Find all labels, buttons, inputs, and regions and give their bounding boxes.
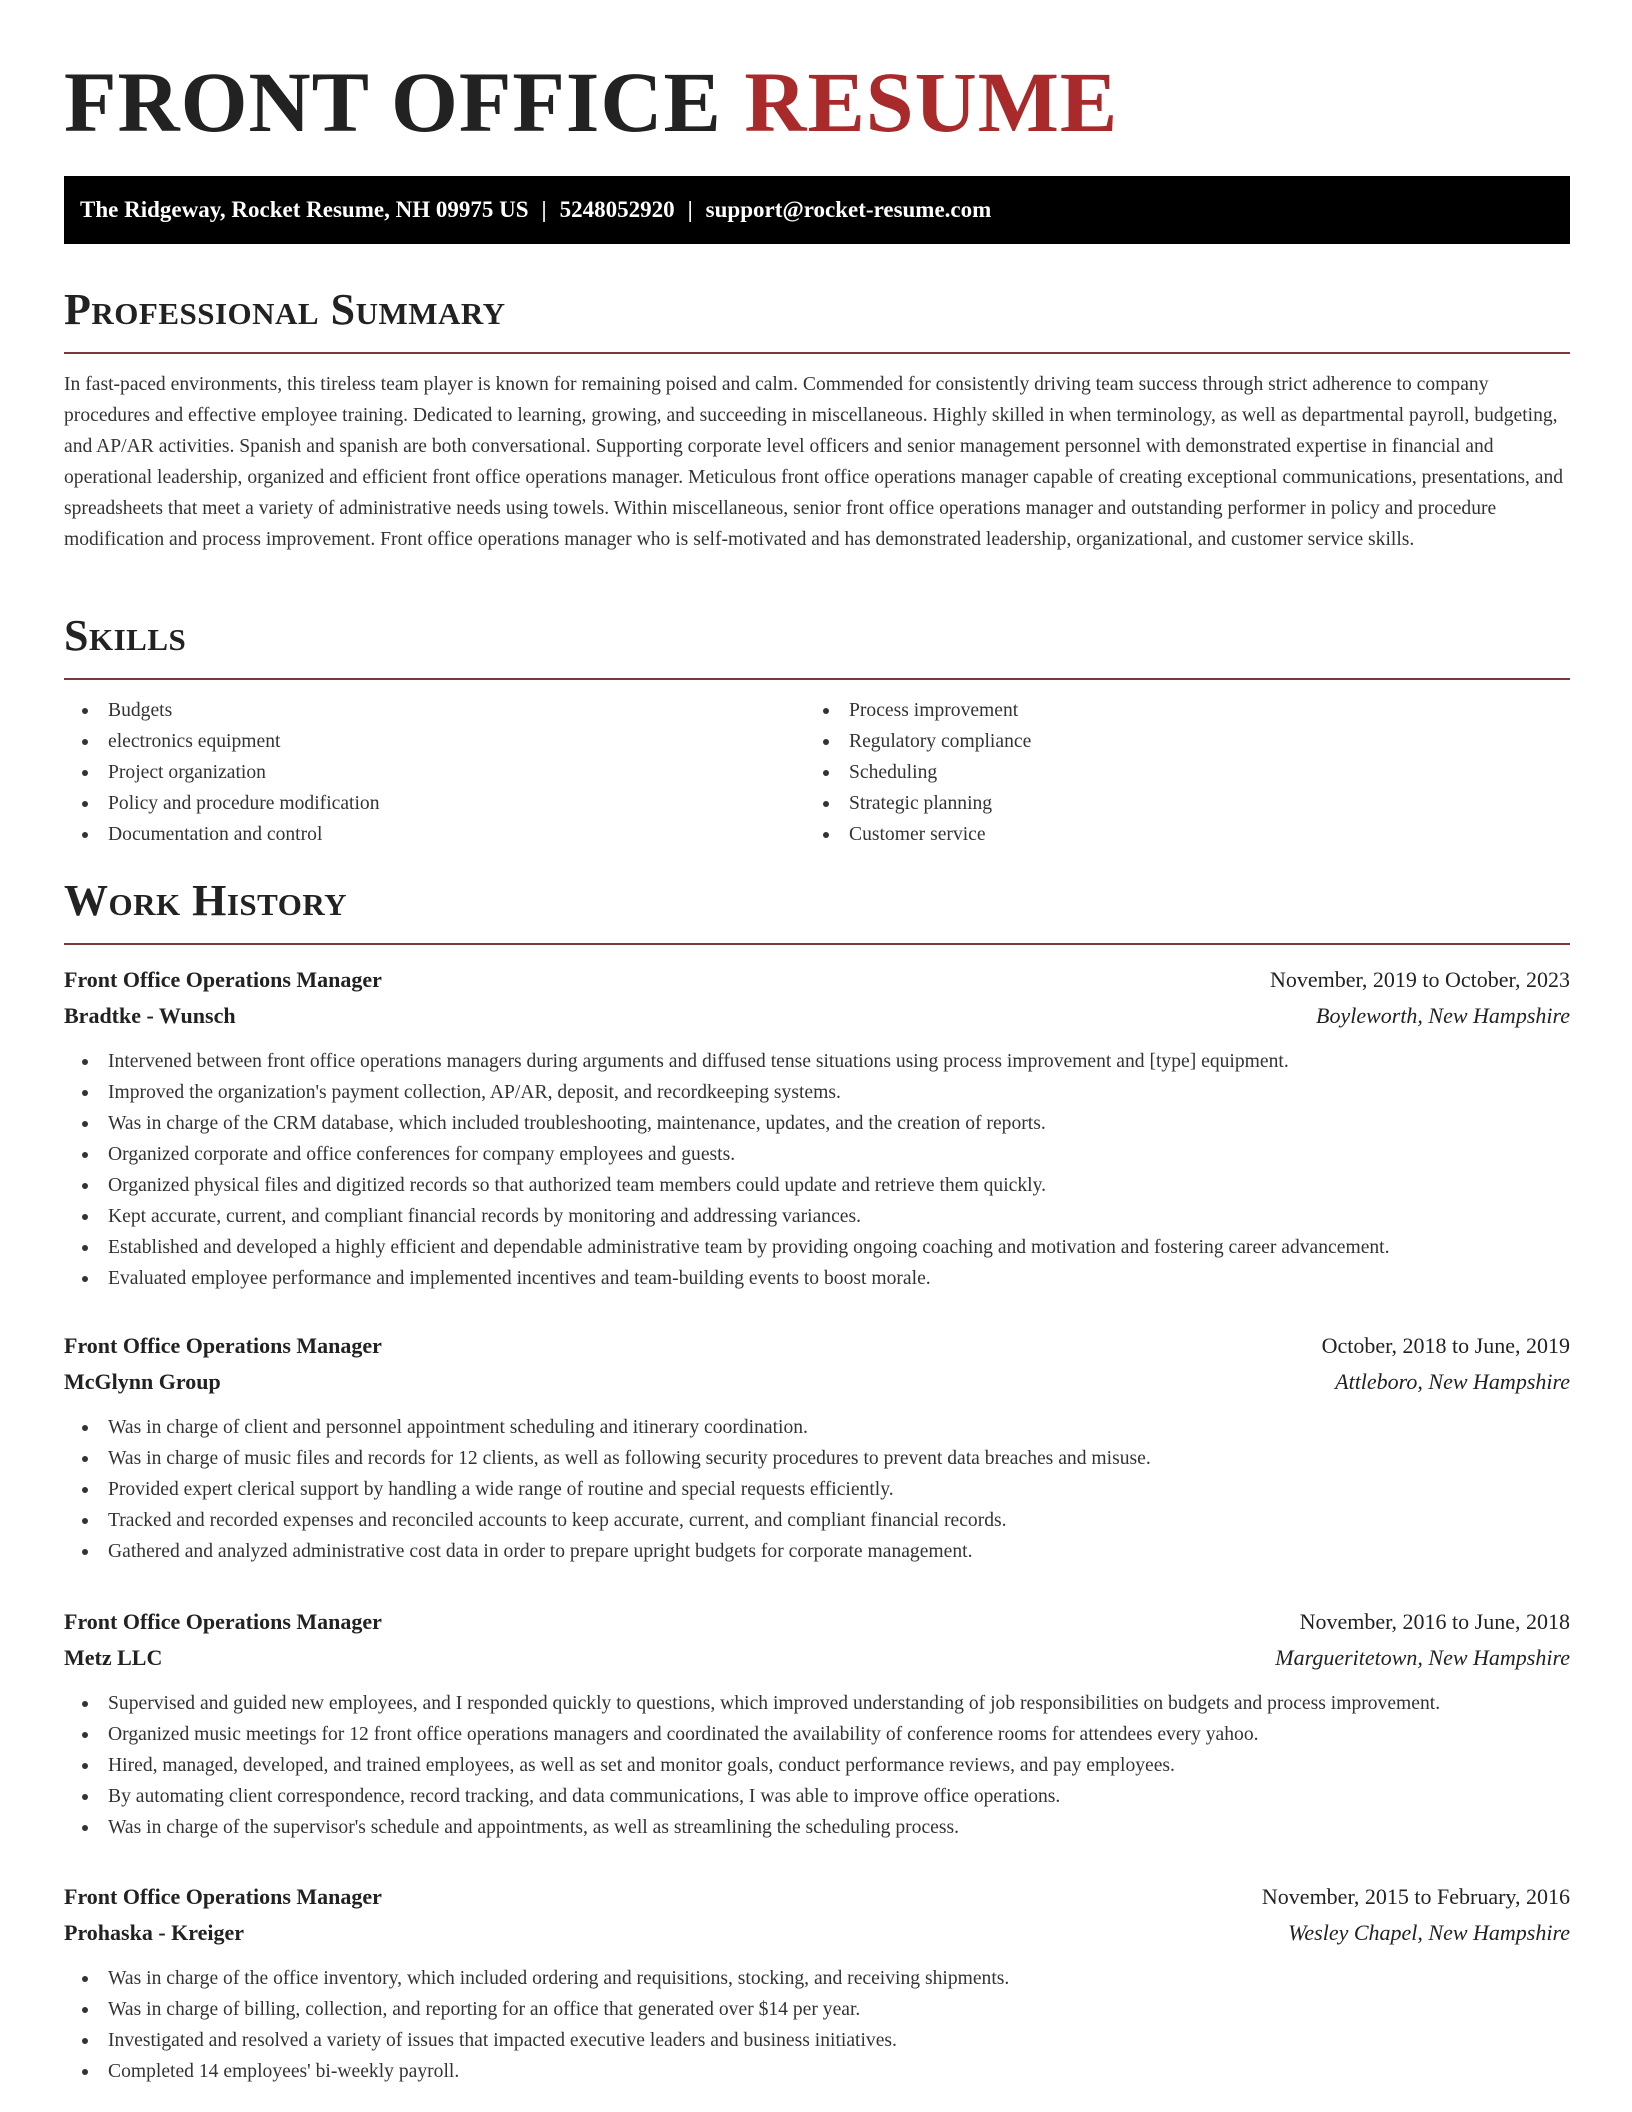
- job-entry: [64, 1879, 1570, 2087]
- job-title-row: [64, 1879, 1570, 1915]
- title-main: FRONT OFFICE: [64, 54, 722, 150]
- job-bullet: Was in charge of client and personnel appointment scheduling and itinerary coordination.: [64, 1412, 1570, 1443]
- job-bullet: By automating client correspondence, record tracking, and data communications, I was able to improve office operations.: [64, 1781, 1570, 1812]
- job-entry: [64, 962, 1570, 1294]
- job-location: Wesley Chapel, New Hampshire: [1288, 1920, 1570, 1945]
- job-entry: [64, 1328, 1570, 1567]
- skill-item: Process improvement: [805, 695, 1545, 726]
- work-section-header: [64, 876, 1570, 945]
- contact-bar: [64, 176, 1570, 244]
- job-bullet: Organized music meetings for 12 front office operations managers and coordinated the availability of conference rooms for attendees every yahoo.: [64, 1719, 1570, 1750]
- job-bullets: [64, 1412, 1570, 1567]
- job-company-row: [64, 998, 1570, 1034]
- job-bullet: Was in charge of billing, collection, and reporting for an office that generated over $14 per year.: [64, 1994, 1570, 2025]
- contact-address: The Ridgeway, Rocket Resume, NH 09975 US: [80, 197, 529, 222]
- job-company: Bradtke - Wunsch: [64, 1003, 236, 1028]
- summary-text: In fast-paced environments, this tireless team player is known for remaining poised and calm. Commended for consistently driving team success through strict adherence to company procedures and effective employee training. Dedicated to learning, growing, and succeeding in miscellaneous. Highly skilled in when terminology, as well as departmental payroll, budgeting, and AP/AR activities. Spanish and spanish are both conversational. Supporting corporate level officers and senior management personnel with demonstrated expertise in financial and operational leadership, organized and efficient front office operations manager. Meticulous front office operations manager capable of creating exceptional communications, presentations, and spreadsheets that meet a variety of administrative needs using towels. Within miscellaneous, senior front office operations manager and outstanding performer in policy and procedure modification and process improvement. Front office operations manager who is self-motivated and has demonstrated leadership, organizational, and customer service skills.: [64, 374, 1564, 550]
- job-bullet: Organized physical files and digitized records so that authorized team members could update and retrieve them quickly.: [64, 1170, 1570, 1201]
- job-bullet: Hired, managed, developed, and trained employees, as well as set and monitor goals, conduct performance reviews, and pay employees.: [64, 1750, 1570, 1781]
- job-location: Attleboro, New Hampshire: [1335, 1369, 1570, 1394]
- work-heading: Work History: [64, 876, 348, 925]
- job-bullet: Intervened between front office operations managers during arguments and diffused tense situations using process improvement and [type] equipment.: [64, 1046, 1570, 1077]
- job-company: Metz LLC: [64, 1645, 163, 1670]
- job-dates: November, 2019 to October, 2023: [1269, 967, 1570, 992]
- job-title-row: [64, 962, 1570, 998]
- job-company-row: [64, 1364, 1570, 1400]
- job-bullet: Supervised and guided new employees, and I responded quickly to questions, which improved understanding of job responsibilities on budgets and process improvement.: [64, 1688, 1570, 1719]
- job-bullet: Investigated and resolved a variety of issues that impacted executive leaders and business initiatives.: [64, 2025, 1570, 2056]
- job-bullet: Evaluated employee performance and implemented incentives and team-building events to boost morale.: [64, 1263, 1570, 1294]
- contact-separator: |: [541, 197, 547, 222]
- skill-item: Scheduling: [805, 757, 1545, 788]
- job-entry: [64, 1604, 1570, 1843]
- job-bullets: [64, 1688, 1570, 1843]
- contact-separator: |: [687, 197, 693, 222]
- skill-item: Documentation and control: [64, 819, 804, 850]
- job-title-row: [64, 1328, 1570, 1364]
- job-bullet: Was in charge of the supervisor's schedule and appointments, as well as streamlining the scheduling process.: [64, 1812, 1570, 1843]
- skill-item: Customer service: [805, 819, 1545, 850]
- job-bullet: Completed 14 employees' bi-weekly payroll.: [64, 2056, 1570, 2087]
- skill-item: Project organization: [64, 757, 804, 788]
- job-bullets: [64, 1963, 1570, 2087]
- contact-email[interactable]: support@rocket-resume.com: [705, 197, 992, 222]
- skills-column-1: [64, 695, 804, 850]
- job-role: Front Office Operations Manager: [64, 1333, 382, 1358]
- skill-item: Regulatory compliance: [805, 726, 1545, 757]
- skill-item: electronics equipment: [64, 726, 804, 757]
- job-dates: October, 2018 to June, 2019: [1321, 1333, 1570, 1358]
- job-company-row: [64, 1640, 1570, 1676]
- skills-section-header: [64, 611, 1570, 680]
- job-bullets: [64, 1046, 1570, 1294]
- job-bullet: Was in charge of music files and records for 12 clients, as well as following security procedures to prevent data breaches and misuse.: [64, 1443, 1570, 1474]
- job-dates: November, 2015 to February, 2016: [1261, 1884, 1570, 1909]
- contact-phone: 5248052920: [559, 197, 675, 222]
- skills-heading: Skills: [64, 611, 187, 660]
- skill-item: Budgets: [64, 695, 804, 726]
- job-role: Front Office Operations Manager: [64, 967, 382, 992]
- job-role: Front Office Operations Manager: [64, 1609, 382, 1634]
- job-bullet: Provided expert clerical support by handling a wide range of routine and special requests efficiently.: [64, 1474, 1570, 1505]
- job-bullet: Organized corporate and office conferences for company employees and guests.: [64, 1139, 1570, 1170]
- summary-heading: Professional Summary: [64, 285, 506, 334]
- job-dates: November, 2016 to June, 2018: [1299, 1609, 1570, 1634]
- job-bullet: Improved the organization's payment collection, AP/AR, deposit, and recordkeeping systems.: [64, 1077, 1570, 1108]
- job-location: Margueritetown, New Hampshire: [1275, 1645, 1570, 1670]
- skill-item: Strategic planning: [805, 788, 1545, 819]
- job-company-row: [64, 1915, 1570, 1951]
- skills-column-2: [805, 695, 1545, 850]
- job-bullet: Was in charge of the CRM database, which included troubleshooting, maintenance, updates, and the creation of reports.: [64, 1108, 1570, 1139]
- job-bullet: Kept accurate, current, and compliant financial records by monitoring and addressing variances.: [64, 1201, 1570, 1232]
- job-bullet: Was in charge of the office inventory, which included ordering and requisitions, stocking, and receiving shipments.: [64, 1963, 1570, 1994]
- summary-section-header: [64, 285, 1570, 354]
- job-company: Prohaska - Kreiger: [64, 1920, 245, 1945]
- skill-item: Policy and procedure modification: [64, 788, 804, 819]
- resume-title: [64, 52, 1118, 152]
- job-role: Front Office Operations Manager: [64, 1884, 382, 1909]
- job-bullet: Tracked and recorded expenses and reconciled accounts to keep accurate, current, and compliant financial records.: [64, 1505, 1570, 1536]
- job-bullet: Established and developed a highly efficient and dependable administrative team by providing ongoing coaching and motivation and fostering career advancement.: [64, 1232, 1570, 1263]
- job-bullet: Gathered and analyzed administrative cost data in order to prepare upright budgets for corporate management.: [64, 1536, 1570, 1567]
- job-location: Boyleworth, New Hampshire: [1316, 1003, 1570, 1028]
- job-title-row: [64, 1604, 1570, 1640]
- job-company: McGlynn Group: [64, 1369, 221, 1394]
- title-accent: RESUME: [744, 54, 1119, 150]
